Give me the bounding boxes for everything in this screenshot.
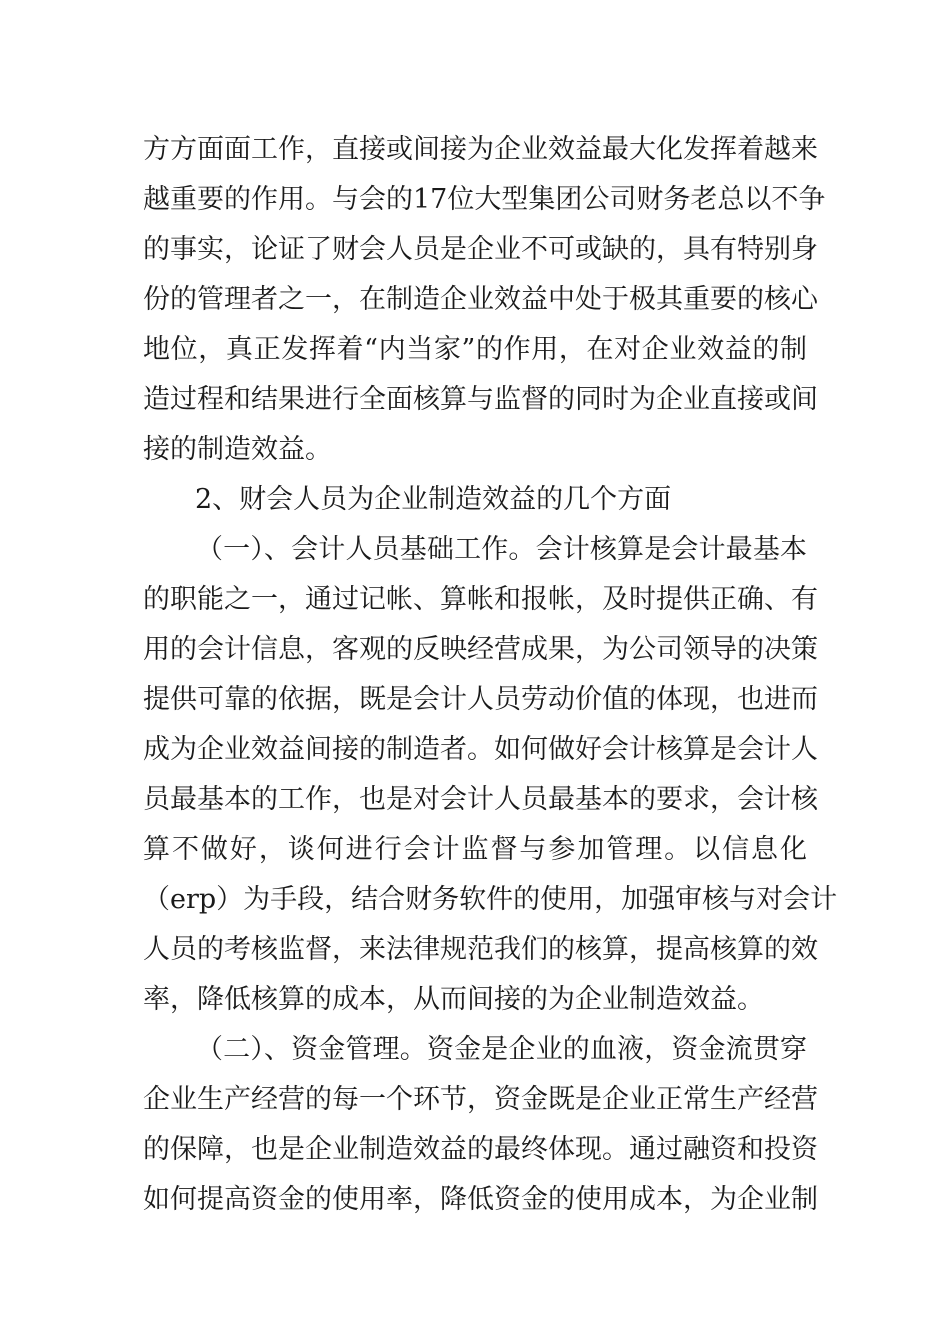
paragraph-line: 企业生产经营的每一个环节，资金既是企业正常生产经营 (143, 1084, 818, 1115)
paragraph-line: （二）、资金管理。资金是企业的血液，资金流贯穿 (196, 1034, 807, 1065)
paragraph-line: 地位，真正发挥着“内当家”的作用，在对企业效益的制 (143, 334, 807, 365)
paragraph-line: 份的管理者之一，在制造企业效益中处于极其重要的核心 (143, 284, 818, 315)
paragraph-line: 的职能之一，通过记帐、算帐和报帐，及时提供正确、有 (143, 584, 818, 615)
paragraph-line: 成为企业效益间接的制造者。如何做好会计核算是会计人 (143, 734, 818, 765)
paragraph-line: 造过程和结果进行全面核算与监督的同时为企业直接或间 (143, 384, 818, 415)
section-heading: 2、财会人员为企业制造效益的几个方面 (195, 484, 672, 515)
paragraph-line: 方方面面工作，直接或间接为企业效益最大化发挥着越来 (143, 134, 818, 165)
paragraph-line: 如何提高资金的使用率，降低资金的使用成本，为企业制 (143, 1184, 818, 1215)
paragraph-line: 提供可靠的依据，既是会计人员劳动价值的体现，也进而 (143, 684, 818, 715)
paragraph-line: （erp）为手段，结合财务软件的使用，加强审核与对会计 (143, 884, 838, 915)
paragraph-line: 员最基本的工作，也是对会计人员最基本的要求，会计核 (143, 784, 818, 815)
paragraph-line: 的事实，论证了财会人员是企业不可或缺的，具有特别身 (143, 234, 818, 265)
paragraph-line: 越重要的作用。与会的17位大型集团公司财务老总以不争 (143, 184, 826, 215)
paragraph-line: 率，降低核算的成本，从而间接的为企业制造效益。 (143, 984, 764, 1015)
paragraph-line: （一）、会计人员基础工作。会计核算是会计最基本 (196, 534, 807, 565)
paragraph-line: 用的会计信息，客观的反映经营成果，为公司领导的决策 (143, 634, 818, 665)
paragraph-line: 人员的考核监督，来法律规范我们的核算，提高核算的效 (143, 934, 818, 965)
paragraph-line: 的保障，也是企业制造效益的最终体现。通过融资和投资 (143, 1134, 818, 1165)
paragraph-line: 算不做好，谈何进行会计监督与参加管理。以信息化 (143, 834, 807, 865)
paragraph-line: 接的制造效益。 (143, 434, 332, 465)
